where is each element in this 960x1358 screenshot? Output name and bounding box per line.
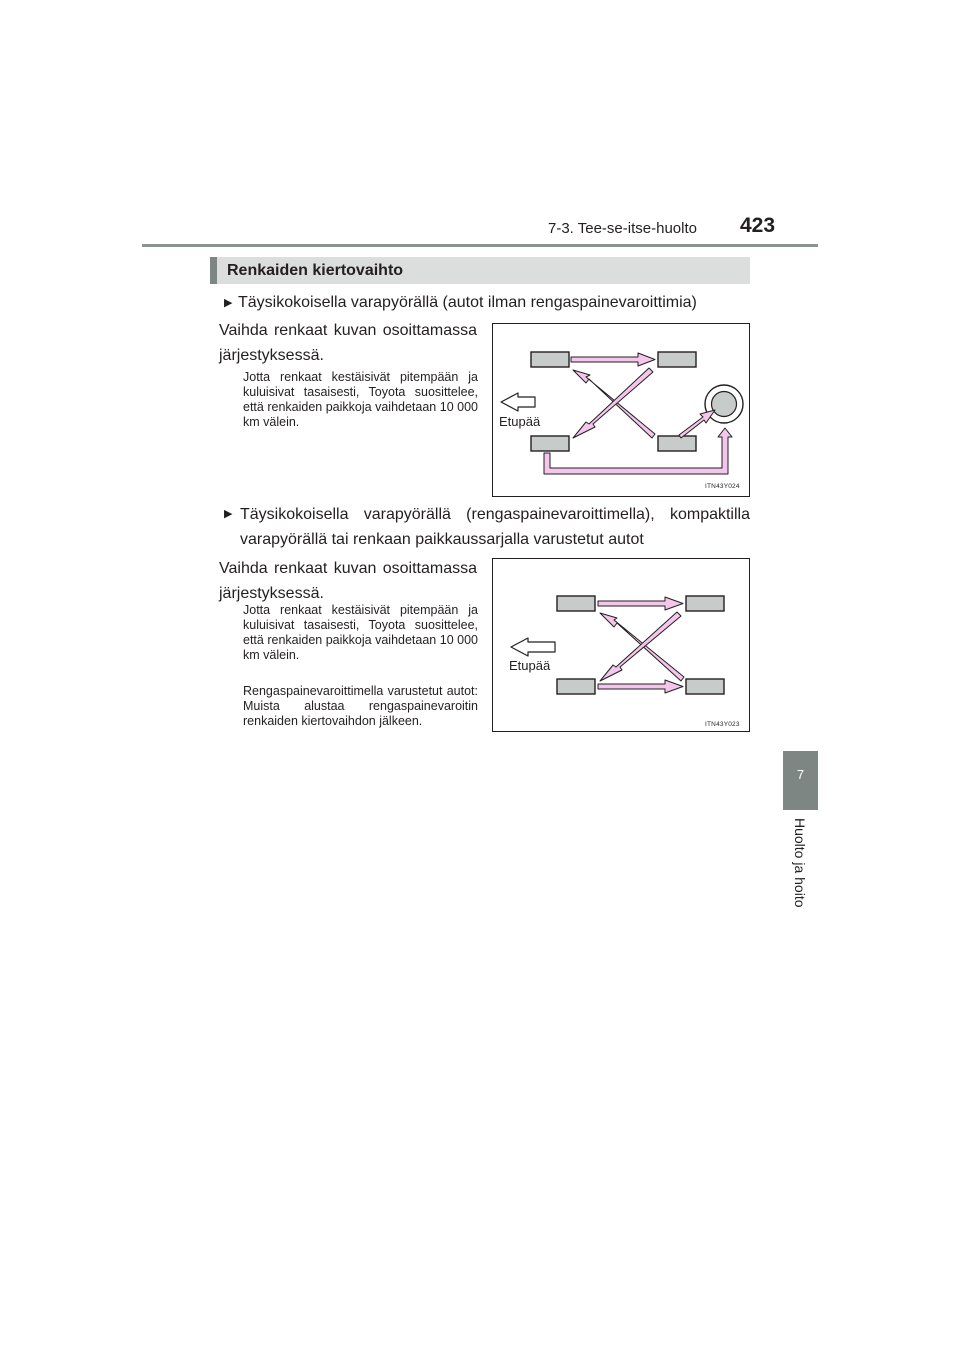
- bullet-triangle-icon: ▶: [224, 297, 233, 309]
- bullet-compact-spare: [224, 502, 750, 552]
- rotation-diagram-2: [493, 559, 751, 733]
- note-text: Rengaspainevaroittimella varustetut autot: Muista alustaa rengaspainevaroitin renkaiden kiertovaihdon jälkeen.: [243, 684, 478, 728]
- tire-rear-left: [658, 352, 696, 367]
- spare-tire-icon: [705, 385, 743, 423]
- arrow-to-spare: [679, 410, 715, 438]
- page-number: 423: [740, 214, 776, 237]
- note-text: Jotta renkaat kestäisivät pitempään ja kuluisivat tasaisesti, Toyota suosittelee, että renkaiden paikkoja vaihdetaan 10 000 km välein.: [243, 370, 478, 429]
- bullet-text: Täysikokoisella varapyörällä (rengaspainevaroittimella), kompaktilla varapyörällä tai renkaan paikkaussarjalla varustetut autot: [240, 506, 750, 548]
- instruction-text: Vaihda renkaat kuvan osoittamassa järjestyksessä.: [219, 560, 477, 602]
- arrow-front-to-rear-bottom: [598, 680, 683, 693]
- section-heading: Renkaiden kiertovaihto: [210, 257, 750, 284]
- tire-front-right: [531, 436, 569, 451]
- tire-front-left: [557, 596, 595, 611]
- rotation-diagram-1: [493, 324, 751, 498]
- figure-code: ITN43Y024: [705, 483, 740, 490]
- front-direction-arrow-icon: [501, 393, 535, 411]
- chapter-tab-number: 7: [796, 767, 805, 782]
- arrow-front-to-rear: [571, 353, 655, 366]
- tire-front-left: [531, 352, 569, 367]
- rotation-figure-2: [492, 558, 750, 732]
- arrow-front-to-rear-top: [598, 597, 683, 610]
- figure-code: ITN43Y023: [705, 721, 740, 728]
- front-direction-arrow-icon: [511, 638, 555, 656]
- instruction-text: Vaihda renkaat kuvan osoittamassa järjestyksessä.: [219, 322, 477, 364]
- note-text: Jotta renkaat kestäisivät pitempään ja kuluisivat tasaisesti, Toyota suosittelee, että renkaiden paikkoja vaihdetaan 10 000 km välein.: [243, 603, 478, 662]
- tire-rear-right: [686, 679, 724, 694]
- front-label: Etupää: [499, 414, 541, 429]
- arrow-loop-to-spare: [544, 428, 732, 474]
- bullet-text: Täysikokoisella varapyörällä (autot ilman rengaspainevaroittimia): [238, 294, 697, 311]
- bullet-triangle-icon: ▶: [224, 508, 233, 520]
- bullet-full-size-spare: [224, 290, 764, 316]
- header-section-title: 7-3. Tee-se-itse-huolto: [548, 220, 697, 237]
- front-label: Etupää: [509, 658, 551, 673]
- header-rule: [142, 244, 818, 247]
- tire-front-right: [557, 679, 595, 694]
- tire-rear-left: [686, 596, 724, 611]
- tire-rear-right: [658, 436, 696, 451]
- rotation-figure-1: [492, 323, 750, 497]
- chapter-tab-label: Huolto ja hoito: [792, 818, 808, 908]
